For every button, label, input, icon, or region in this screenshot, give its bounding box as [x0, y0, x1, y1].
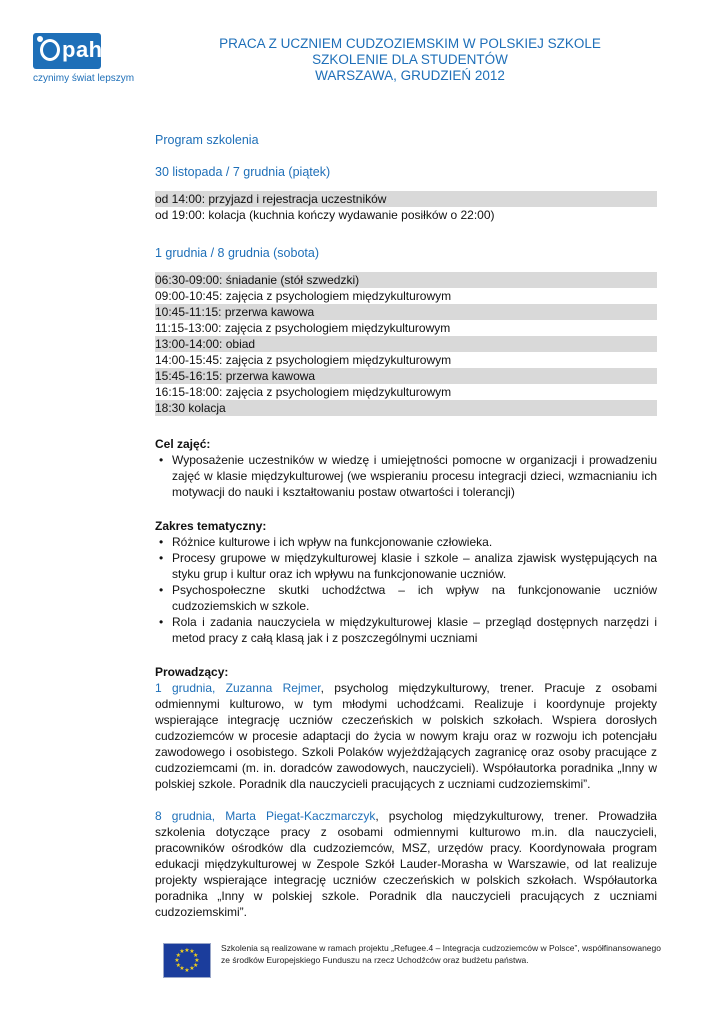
- eu-star-icon: ★: [179, 966, 185, 973]
- trainer-2-name: 8 grudnia, Marta Piegat-Kaczmarczyk: [155, 809, 376, 823]
- scope-list: [155, 534, 657, 646]
- list-item: • Procesy grupowe w międzykulturowej klasie i szkole – analiza zjawisk występujących na styku grup i kultur oraz ich wpływu na funkcjonowanie uczniów.: [155, 550, 657, 582]
- document-header: [200, 36, 620, 84]
- day2-schedule: [155, 272, 657, 416]
- schedule-row: 09:00-10:45: zajęcia z psychologiem międzykulturowym: [155, 289, 452, 303]
- eu-star-icon: ★: [184, 967, 190, 974]
- header-line-2: SZKOLENIE DLA STUDENTÓW: [312, 52, 508, 67]
- goal-title: Cel zajęć:: [155, 437, 211, 451]
- schedule-row: 18:30 kolacja: [155, 400, 657, 416]
- footer-note: Szkolenia są realizowane w ramach projektu „Refugee.4 – Integracja cudzoziemców w Polsce”, współfinansowanego ze środków Europejskiego Funduszu na rzecz Uchodźców oraz budżetu państwa.: [221, 943, 661, 965]
- header-line-3: WARSZAWA, GRUDZIEŃ 2012: [315, 68, 505, 83]
- trainer-1-bio: [155, 680, 657, 792]
- eu-star-icon: ★: [192, 952, 199, 959]
- eu-star-icon: ★: [175, 962, 182, 969]
- logo-slogan: czynimy świat lepszym: [33, 73, 135, 84]
- eu-star-icon: ★: [189, 948, 195, 955]
- program-title: Program szkolenia: [155, 133, 259, 147]
- schedule-row: od 19:00: kolacja (kuchnia kończy wydawanie posiłków o 22:00): [155, 208, 495, 222]
- goal-list: [155, 452, 657, 500]
- trainer-1-text: , psycholog międzykulturowy, trener. Pracuje z osobami odmiennymi kulturowo, w tym młodymi uchodźcami. Realizuje i koordynuje projekty wspierające integrację uczniów czeczeńskich w polskich szkołach. Wspiera dorosłych cudzoziemców w procesie adaptacji do życia w nowym kraju oraz w rozwoju ich potencjału zawodowego i osobistego. Szkoli Polaków wyjeżdżających zagranicę oraz osoby pracujące z cudzoziemcami (m. in. doradców zawodowych, nauczycieli). Współautorka poradnika „Inny w polskiej szkole. Poradnik dla nauczycieli pracujących z uczniami cudzoziemskimi”.: [155, 681, 657, 791]
- list-item: • Psychospołeczne skutki uchodźctwa – ich wpływ na funkcjonowanie uczniów cudzoziemskich w szkole.: [155, 582, 657, 614]
- pah-logo-icon: [33, 33, 101, 69]
- schedule-row: 15:45-16:15: przerwa kawowa: [155, 368, 657, 384]
- trainer-1-name: 1 grudnia, Zuzanna Rejmer: [155, 681, 321, 695]
- eu-star-icon: ★: [175, 952, 182, 959]
- day1-title: 30 listopada / 7 grudnia (piątek): [155, 165, 331, 179]
- schedule-row: 16:15-18:00: zajęcia z psychologiem międzykulturowym: [155, 385, 452, 399]
- list-item: • Wyposażenie uczestników w wiedzę i umiejętności pomocne w organizacji i prowadzeniu zajęć w klasie międzykulturowej (we wspieraniu procesu integracji dzieci, wzmacnianiu ich motywacji do nauki i kształtowaniu postaw otwartości i tolerancji): [155, 452, 657, 500]
- logo-brand: pah: [62, 37, 103, 62]
- trainers-title: Prowadzący:: [155, 665, 229, 679]
- schedule-row: 10:45-11:15: przerwa kawowa: [155, 304, 657, 320]
- logo-ring: [40, 39, 60, 61]
- schedule-row: 06:30-09:00: śniadanie (stół szwedzki): [155, 272, 657, 288]
- eu-star-icon: ★: [174, 957, 180, 964]
- schedule-row: 11:15-13:00: zajęcia z psychologiem międzykulturowym: [155, 321, 451, 335]
- schedule-row: 14:00-15:45: zajęcia z psychologiem międzykulturowym: [155, 353, 452, 367]
- day1-schedule: [155, 191, 657, 223]
- eu-star-icon: ★: [192, 962, 199, 969]
- eu-star-icon: ★: [184, 947, 190, 954]
- eu-star-icon: ★: [194, 957, 200, 964]
- trainer-2-bio: [155, 808, 657, 920]
- eu-star-icon: ★: [189, 966, 195, 973]
- list-item: • Różnice kulturowe i ich wpływ na funkcjonowanie człowieka.: [155, 534, 657, 550]
- eu-flag-icon: [163, 943, 211, 978]
- schedule-row: od 14:00: przyjazd i rejestracja uczestników: [155, 191, 657, 207]
- trainer-2-text: , psycholog międzykulturowy, trener. Prowadziła szkolenia dotyczące pracy z osobami odmiennymi kulturowo m.in. dla nauczycieli, pracowników ośrodków dla cudzoziemców, MSZ, urzędów pracy. Koordynowała program edukacji międzykulturowej w Zespole Szkół Lauder-Morasha w Warszawie, od lat realizuje projekty wspierające integrację uczniów czeczeńskich w polskich szkołach. Współautorka poradnika „Inny w polskiej szkole. Poradnik dla nauczycieli pracujących z uczniami cudzoziemskimi”.: [155, 809, 657, 919]
- header-line-1: PRACA Z UCZNIEM CUDZOZIEMSKIM W POLSKIEJ SZKOLE: [219, 36, 601, 51]
- list-item: • Rola i zadania nauczyciela w międzykulturowej klasie – przegląd dostępnych narzędzi i metod pracy z całą klasą jak i z poszczególnymi uczniami: [155, 614, 657, 646]
- schedule-row: 13:00-14:00: obiad: [155, 336, 657, 352]
- scope-title: Zakres tematyczny:: [155, 519, 267, 533]
- day2-title: 1 grudnia / 8 grudnia (sobota): [155, 246, 319, 260]
- logo-dot: [37, 36, 43, 42]
- footer: [163, 940, 663, 980]
- eu-star-icon: ★: [179, 948, 185, 955]
- document-body: [155, 132, 657, 920]
